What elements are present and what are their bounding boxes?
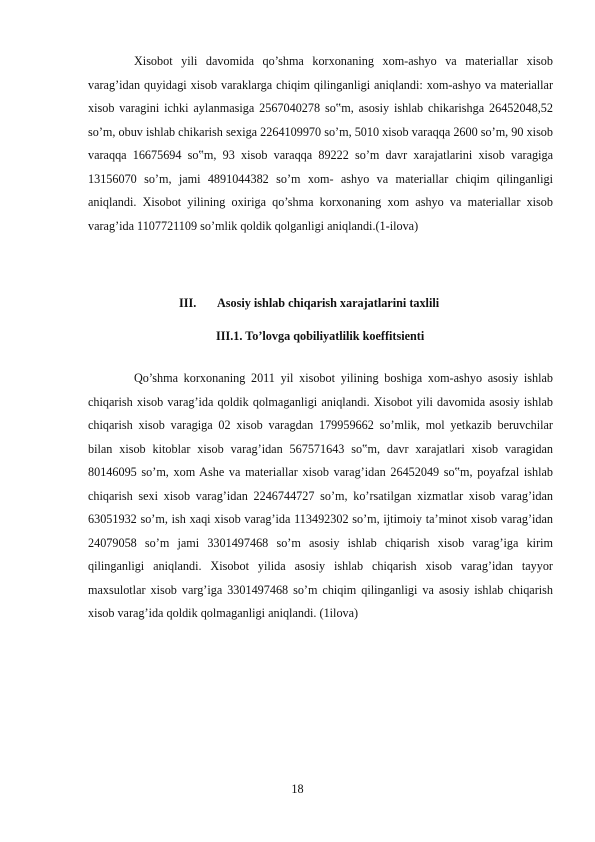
section-heading-title: Asosiy ishlab chiqarish xarajatlarini taxlili [217,296,440,310]
section-heading [179,296,439,311]
page-number: 18 [291,782,304,796]
section-heading-number: III. [179,296,197,310]
body-paragraph-2: Qo’shma korxonaning 2011 yil xisobot yilining boshiga xom-ashyo asosiy ishlab chiqarish xisob varag’ida qoldik qolmaganligi aniqlandi. Xisobot yili davomida asosiy ishlab chiqarish xisob varagiga 02 xisob varagdan 179959662 so’mlik, mol yetkazib beruvchilar bilan xisob kitoblar xisob varag’idan 567571643 so‟m, davr xarajatlari xisob varagidan 80146095 so’m, xom Ashe va materiallar xisob varag’idan 26452049 so‟m, poyafzal ishlab chiqarish sexi xisob varag’idan 2246744727 so’m, ko’rsatilgan xizmatlar xisob varag’idan 63051932 so’m, ish xaqi xisob varag’ida 113492302 so’m, ijtimoiy ta’minot xisob varag’idan 24079058 so’m jami 3301497468 so’m asosiy ishlab chiqarish xisob varag’iga kirim qilinganligi aniqlandi. Xisobot yilida asosiy ishlab chiqarish xisob varag’idan tayyor maxsulotlar xisob varg’iga 3301497468 so’m chiqim qilinganligi va asosiy ishlab chiqarish xisob varag’ida qoldik qolmaganligi aniqlandi. (1ilova) [88,371,553,620]
subsection-heading: III.1. To’lovga qobiliyatlilik koeffitsienti [216,329,425,343]
body-paragraph-1: Xisobot yili davomida qo’shma korxonaning xom-ashyo va materiallar xisob varag’idan quyidagi xisob varaklarga chiqim qilinganligi aniqlandi: xom-ashyo va materiallar xisob varagini ichki aylanmasiga 2567040278 so‟m, asosiy ishlab chikarishga 26452048,52 so’m, obuv ishlab chikarish sexiga 2264109970 so’m, 5010 xisob varaqqa 2600 so’m, 90 xisob varaqqa 16675694 so‟m, 93 xisob varaqqa 89222 so’m davr xarajatlarini xisob varagiga 13156070 so’m, jami 4891044382 so’m xom- ashyo va materiallar chiqim qilinganligi aniqlandi. Xisobot yilining oxiriga qo’shma korxonaning xom ashyo va materiallar xisob varag’ida 1107721109 so’mlik qoldik qolganligi aniqlandi.(1-ilova) [88,54,553,233]
